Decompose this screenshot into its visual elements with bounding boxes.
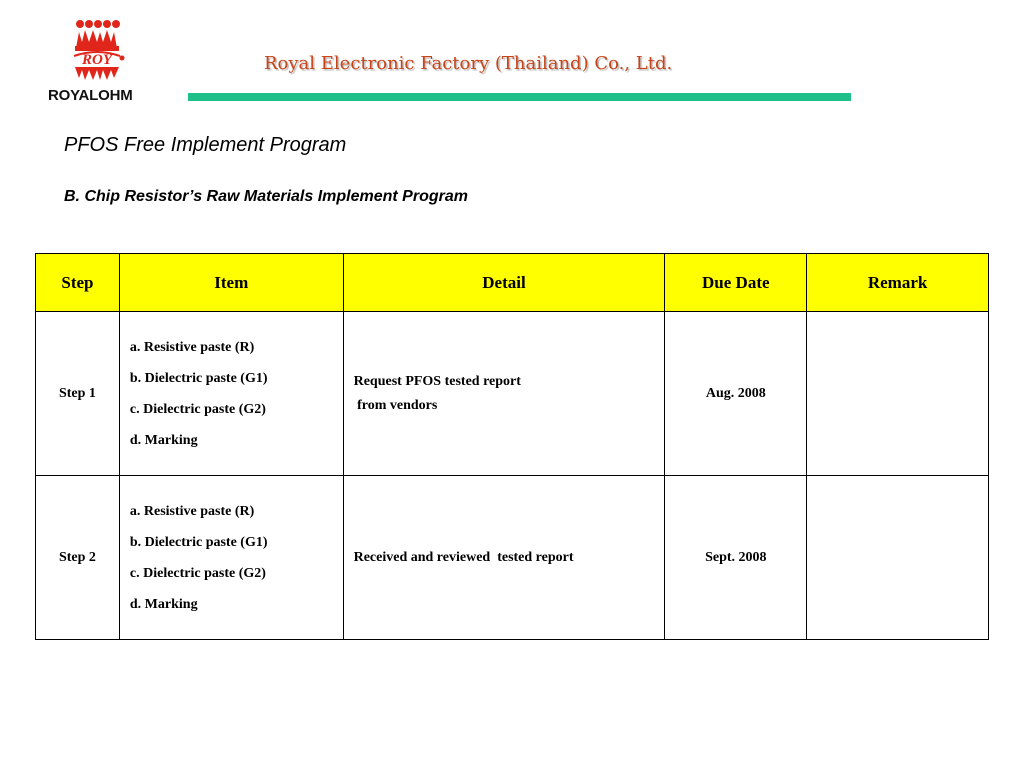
detail-line: Received and reviewed tested report — [353, 549, 574, 565]
logo-wordmark: ROYALOHM — [48, 87, 133, 104]
step-cell: Step 1 — [36, 312, 120, 476]
item-entry: a. Resistive paste (R) — [129, 339, 255, 355]
column-header-detail: Detail — [343, 254, 665, 312]
column-header-due-date: Due Date — [665, 254, 807, 312]
company-name: Royal Electronic Factory (Thailand) Co., Ltd. — [264, 53, 673, 74]
item-entry: d. Marking — [129, 596, 198, 612]
detail-line: Request PFOS tested report — [353, 373, 521, 389]
due-date-cell: Aug. 2008 — [665, 312, 807, 476]
item-entry: b. Dielectric paste (G1) — [129, 370, 268, 386]
royalohm-logo — [44, 18, 148, 106]
item-entry: d. Marking — [129, 432, 198, 448]
item-cell — [119, 312, 343, 476]
page-subtitle: B. Chip Resistor’s Raw Materials Implement Program — [64, 188, 468, 205]
item-entry: c. Dielectric paste (G2) — [129, 565, 266, 581]
item-entry: b. Dielectric paste (G1) — [129, 534, 268, 550]
remark-cell — [807, 476, 989, 640]
item-entry: c. Dielectric paste (G2) — [129, 401, 266, 417]
table-row — [36, 312, 989, 476]
step-cell: Step 2 — [36, 476, 120, 640]
implement-program-table — [35, 253, 989, 640]
detail-cell — [343, 312, 665, 476]
header-divider — [188, 93, 851, 101]
remark-cell — [807, 312, 989, 476]
page-title: PFOS Free Implement Program — [64, 134, 347, 156]
svg-text:ROY: ROY — [82, 52, 112, 68]
column-header-step: Step — [36, 254, 120, 312]
detail-line: from vendors — [353, 397, 438, 413]
column-header-item: Item — [119, 254, 343, 312]
table-row — [36, 476, 989, 640]
item-entry: a. Resistive paste (R) — [129, 503, 255, 519]
due-date-cell: Sept. 2008 — [665, 476, 807, 640]
detail-cell — [343, 476, 665, 640]
table-header-row — [36, 254, 989, 312]
item-cell — [119, 476, 343, 640]
royalohm-emblem-icon — [44, 18, 148, 88]
column-header-remark: Remark — [807, 254, 989, 312]
